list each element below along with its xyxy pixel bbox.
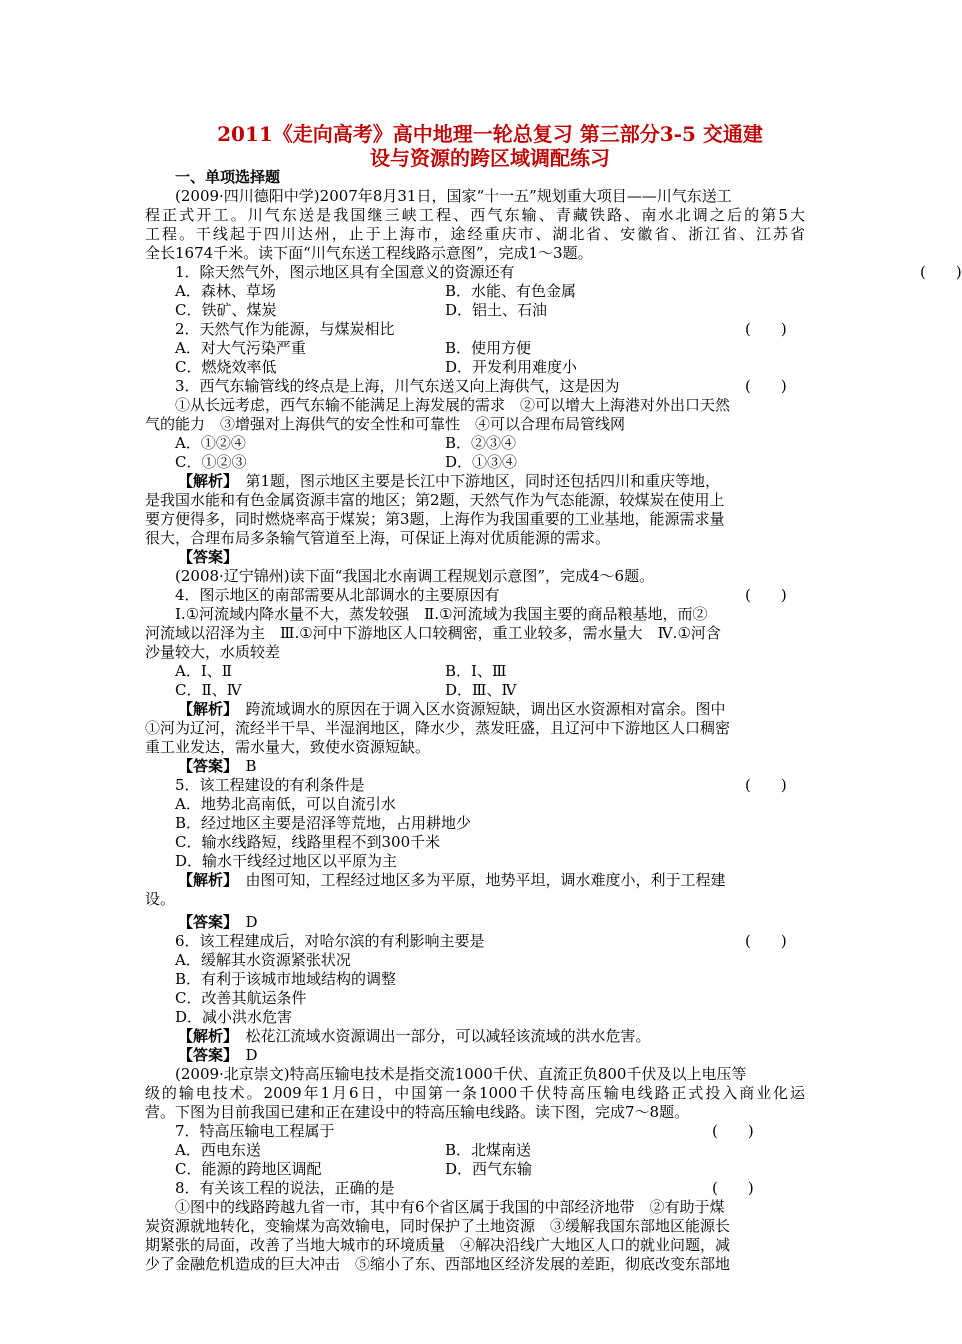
options-row	[175, 339, 835, 358]
intro-paragraph-line: (2009·北京崇文)特高压输电技术是指交流1000千伏、直流正负800千伏及以上电压等	[175, 1065, 747, 1083]
document-title-line-1: 2011《走向高考》高中地理一轮总复习 第三部分3-5 交通建	[217, 122, 763, 146]
answer-blank: ( )	[712, 1179, 754, 1197]
section-heading: 一、单项选择题	[175, 168, 281, 186]
options-row	[175, 453, 835, 472]
answer-blank: ( )	[745, 586, 787, 604]
explanation-label: 【解析】	[178, 1027, 231, 1045]
question-3-choices: ①从长远考虑，西气东输不能满足上海发展的需求 ②可以增大上海港对外出口天然	[175, 396, 731, 414]
answer-blank: ( )	[712, 1122, 754, 1140]
explanation	[178, 700, 805, 719]
question-stem: 8．有关该工程的说法，正确的是	[175, 1179, 395, 1197]
explanation-text: 要方便得多，同时燃烧率高于煤炭；第3题，上海作为我国重要的工业基地，能源需求量	[145, 510, 725, 528]
option-b: B．水能、有色金属	[445, 282, 577, 300]
option-d: D．西气东输	[445, 1160, 533, 1178]
option-d: D．输水干线经过地区以平原为主	[175, 852, 398, 870]
options-row	[175, 1160, 835, 1179]
option-b: B．北煤南送	[445, 1141, 532, 1159]
option-d: D．Ⅲ、Ⅳ	[445, 681, 517, 699]
option-a: A．对大气污染严重	[175, 339, 306, 357]
option-a: A．Ⅰ、Ⅱ	[175, 662, 232, 680]
option-b: B．Ⅰ、Ⅲ	[445, 662, 507, 680]
question-stem: 1．除天然气外，图示地区具有全国意义的资源还有	[175, 263, 515, 281]
question-stem: 2．天然气作为能源，与煤炭相比	[175, 320, 395, 338]
question-8	[175, 1179, 835, 1198]
question-8-choices: 期紧张的局面，改善了当地大城市的环境质量 ④解决沿线广大地区人口的就业问题，减	[145, 1236, 731, 1254]
question-6	[175, 932, 835, 951]
question-stem: 5．该工程建设的有利条件是	[175, 776, 365, 794]
explanation-label: 【解析】	[178, 871, 231, 889]
option-a: A．地势北高南低，可以自流引水	[175, 795, 396, 813]
option-a: A．西电东送	[175, 1141, 261, 1159]
option-c: C．改善其航运条件	[175, 989, 307, 1007]
answer-value: B	[230, 757, 257, 775]
explanation	[178, 871, 805, 890]
intro-paragraph-line: 工程。干线起于四川达州，止于上海市，途经重庆市、湖北省、安徽省、浙江省、江苏省	[145, 225, 805, 243]
explanation-text: 由图可知，工程经过地区多为平原，地势平坦，调水难度小，利于工程建	[230, 871, 726, 889]
option-c: C．输水线路短，线路里程不到300千米	[175, 833, 441, 851]
answer-value: D	[230, 1046, 258, 1064]
option-b: B．使用方便	[445, 339, 532, 357]
explanation-text: 设。	[145, 890, 176, 908]
option-b: B．②③④	[445, 434, 517, 452]
question-3-choices: 气的能力 ③增强对上海供气的安全性和可靠性 ④可以合理布局管线网	[145, 415, 626, 433]
answer-blank: ( )	[920, 263, 962, 281]
answer	[178, 757, 838, 776]
explanation-label: 【解析】	[178, 700, 231, 718]
option-a: A．①②④	[175, 434, 246, 452]
question-7	[175, 1122, 835, 1141]
intro-paragraph-line: 营。下图为目前我国已建和正在建设中的特高压输电线路。读下图，完成7～8题。	[145, 1103, 690, 1121]
question-8-choices: ①图中的线路跨越九省一市，其中有6个省区属于我国的中部经济地带 ②有助于煤	[175, 1198, 725, 1216]
question-5	[175, 776, 835, 795]
question-8-choices: 炭资源就地转化，变输煤为高效输电，同时保护了土地资源 ③缓解我国东部地区能源长	[145, 1217, 731, 1235]
document-title-line-2: 设与资源的跨区域调配练习	[370, 146, 610, 170]
explanation-text: 第1题，图示地区主要是长江中下游地区，同时还包括四川和重庆等地，	[230, 472, 721, 490]
question-4-choices: 河流域以沼泽为主 Ⅲ.①河中下游地区人口较稠密，重工业较多，需水量大 Ⅳ.①河含	[145, 624, 721, 642]
question-stem: 3．西气东输管线的终点是上海，川气东送又向上海供气，这是因为	[175, 377, 620, 395]
intro-paragraph-line: 级的输电技术。2009年1月6日，中国第一条1000千伏特高压输电线路正式投入商业化运	[145, 1084, 805, 1102]
option-d: D．减小洪水危害	[175, 1008, 293, 1026]
answer-value: D	[230, 913, 258, 931]
intro-paragraph-line: 全长1674千米。读下面“川气东送工程线路示意图”，完成1～3题。	[145, 244, 593, 262]
answer	[178, 1046, 838, 1065]
option-c: C．铁矿、煤炭	[175, 301, 277, 319]
question-stem: 4．图示地区的南部需要从北部调水的主要原因有	[175, 586, 500, 604]
explanation	[178, 1027, 838, 1046]
question-2	[175, 320, 835, 339]
question-8-choices: 少了金融危机造成的巨大冲击 ⑤缩小了东、西部地区经济发展的差距，彻底改变东部地	[145, 1255, 731, 1273]
option-d: D．铝土、石油	[445, 301, 548, 319]
answer	[178, 548, 838, 567]
option-d: D．开发利用难度小	[445, 358, 578, 376]
option-d: D．①③④	[445, 453, 518, 471]
answer-blank: ( )	[745, 377, 787, 395]
option-a: A．缓解其水资源紧张状况	[175, 951, 351, 969]
question-3	[175, 377, 835, 396]
question-1	[175, 263, 962, 282]
option-c: C．能源的跨地区调配	[175, 1160, 322, 1178]
intro-paragraph-line: (2008·辽宁锦州)读下面“我国北水南调工程规划示意图”，完成4～6题。	[175, 567, 655, 585]
question-4-choices: Ⅰ.①河流域内降水量不大，蒸发较强 Ⅱ.①河流域为我国主要的商品粮基地，而②	[175, 605, 708, 623]
question-4-choices: 沙量较大，水质较差	[145, 643, 281, 661]
explanation-text: 松花江流域水资源调出一部分，可以减轻该流域的洪水危害。	[230, 1027, 651, 1045]
answer-label: 【答案】	[178, 913, 231, 931]
options-row	[175, 282, 835, 301]
option-b: B．经过地区主要是沼泽等荒地，占用耕地少	[175, 814, 472, 832]
option-b: B．有利于该城市地域结构的调整	[175, 970, 397, 988]
explanation	[178, 472, 805, 491]
options-row	[175, 681, 835, 700]
option-c: C．Ⅱ、Ⅳ	[175, 681, 242, 699]
answer	[178, 913, 838, 932]
explanation-text: 跨流域调水的原因在于调入区水资源短缺，调出区水资源相对富余。图中	[230, 700, 726, 718]
explanation-text: 是我国水能和有色金属资源丰富的地区；第2题，天然气作为气态能源，较煤炭在使用上	[145, 491, 725, 509]
explanation-text: 重工业发达，需水量大，致使水资源短缺。	[145, 738, 431, 756]
answer-blank: ( )	[745, 776, 787, 794]
question-4	[175, 586, 835, 605]
option-a: A．森林、草场	[175, 282, 276, 300]
answer-label: 【答案】	[178, 548, 239, 566]
answer-blank: ( )	[745, 932, 787, 950]
explanation-text: ①河为辽河，流经半干旱、半湿润地区，降水少，蒸发旺盛，且辽河中下游地区人口稠密	[145, 719, 731, 737]
options-row	[175, 1141, 835, 1160]
intro-paragraph-line: (2009·四川德阳中学)2007年8月31日，国家“十一五”规划重大项目——川气东送工	[175, 187, 732, 205]
options-row	[175, 434, 835, 453]
question-stem: 6．该工程建成后，对哈尔滨的有利影响主要是	[175, 932, 485, 950]
question-stem: 7．特高压输电工程属于	[175, 1122, 335, 1140]
options-row	[175, 301, 835, 320]
explanation-label: 【解析】	[178, 472, 231, 490]
option-c: C．燃烧效率低	[175, 358, 277, 376]
options-row	[175, 662, 835, 681]
options-row	[175, 358, 835, 377]
option-c: C．①②③	[175, 453, 247, 471]
answer-label: 【答案】	[178, 1046, 231, 1064]
explanation-text: 很大，合理布局多条输气管道至上海，可保证上海对优质能源的需求。	[145, 529, 611, 547]
answer-blank: ( )	[745, 320, 787, 338]
answer-label: 【答案】	[178, 757, 231, 775]
intro-paragraph-line: 程正式开工。川气东送是我国继三峡工程、西气东输、青藏铁路、南水北调之后的第5大	[145, 206, 805, 224]
